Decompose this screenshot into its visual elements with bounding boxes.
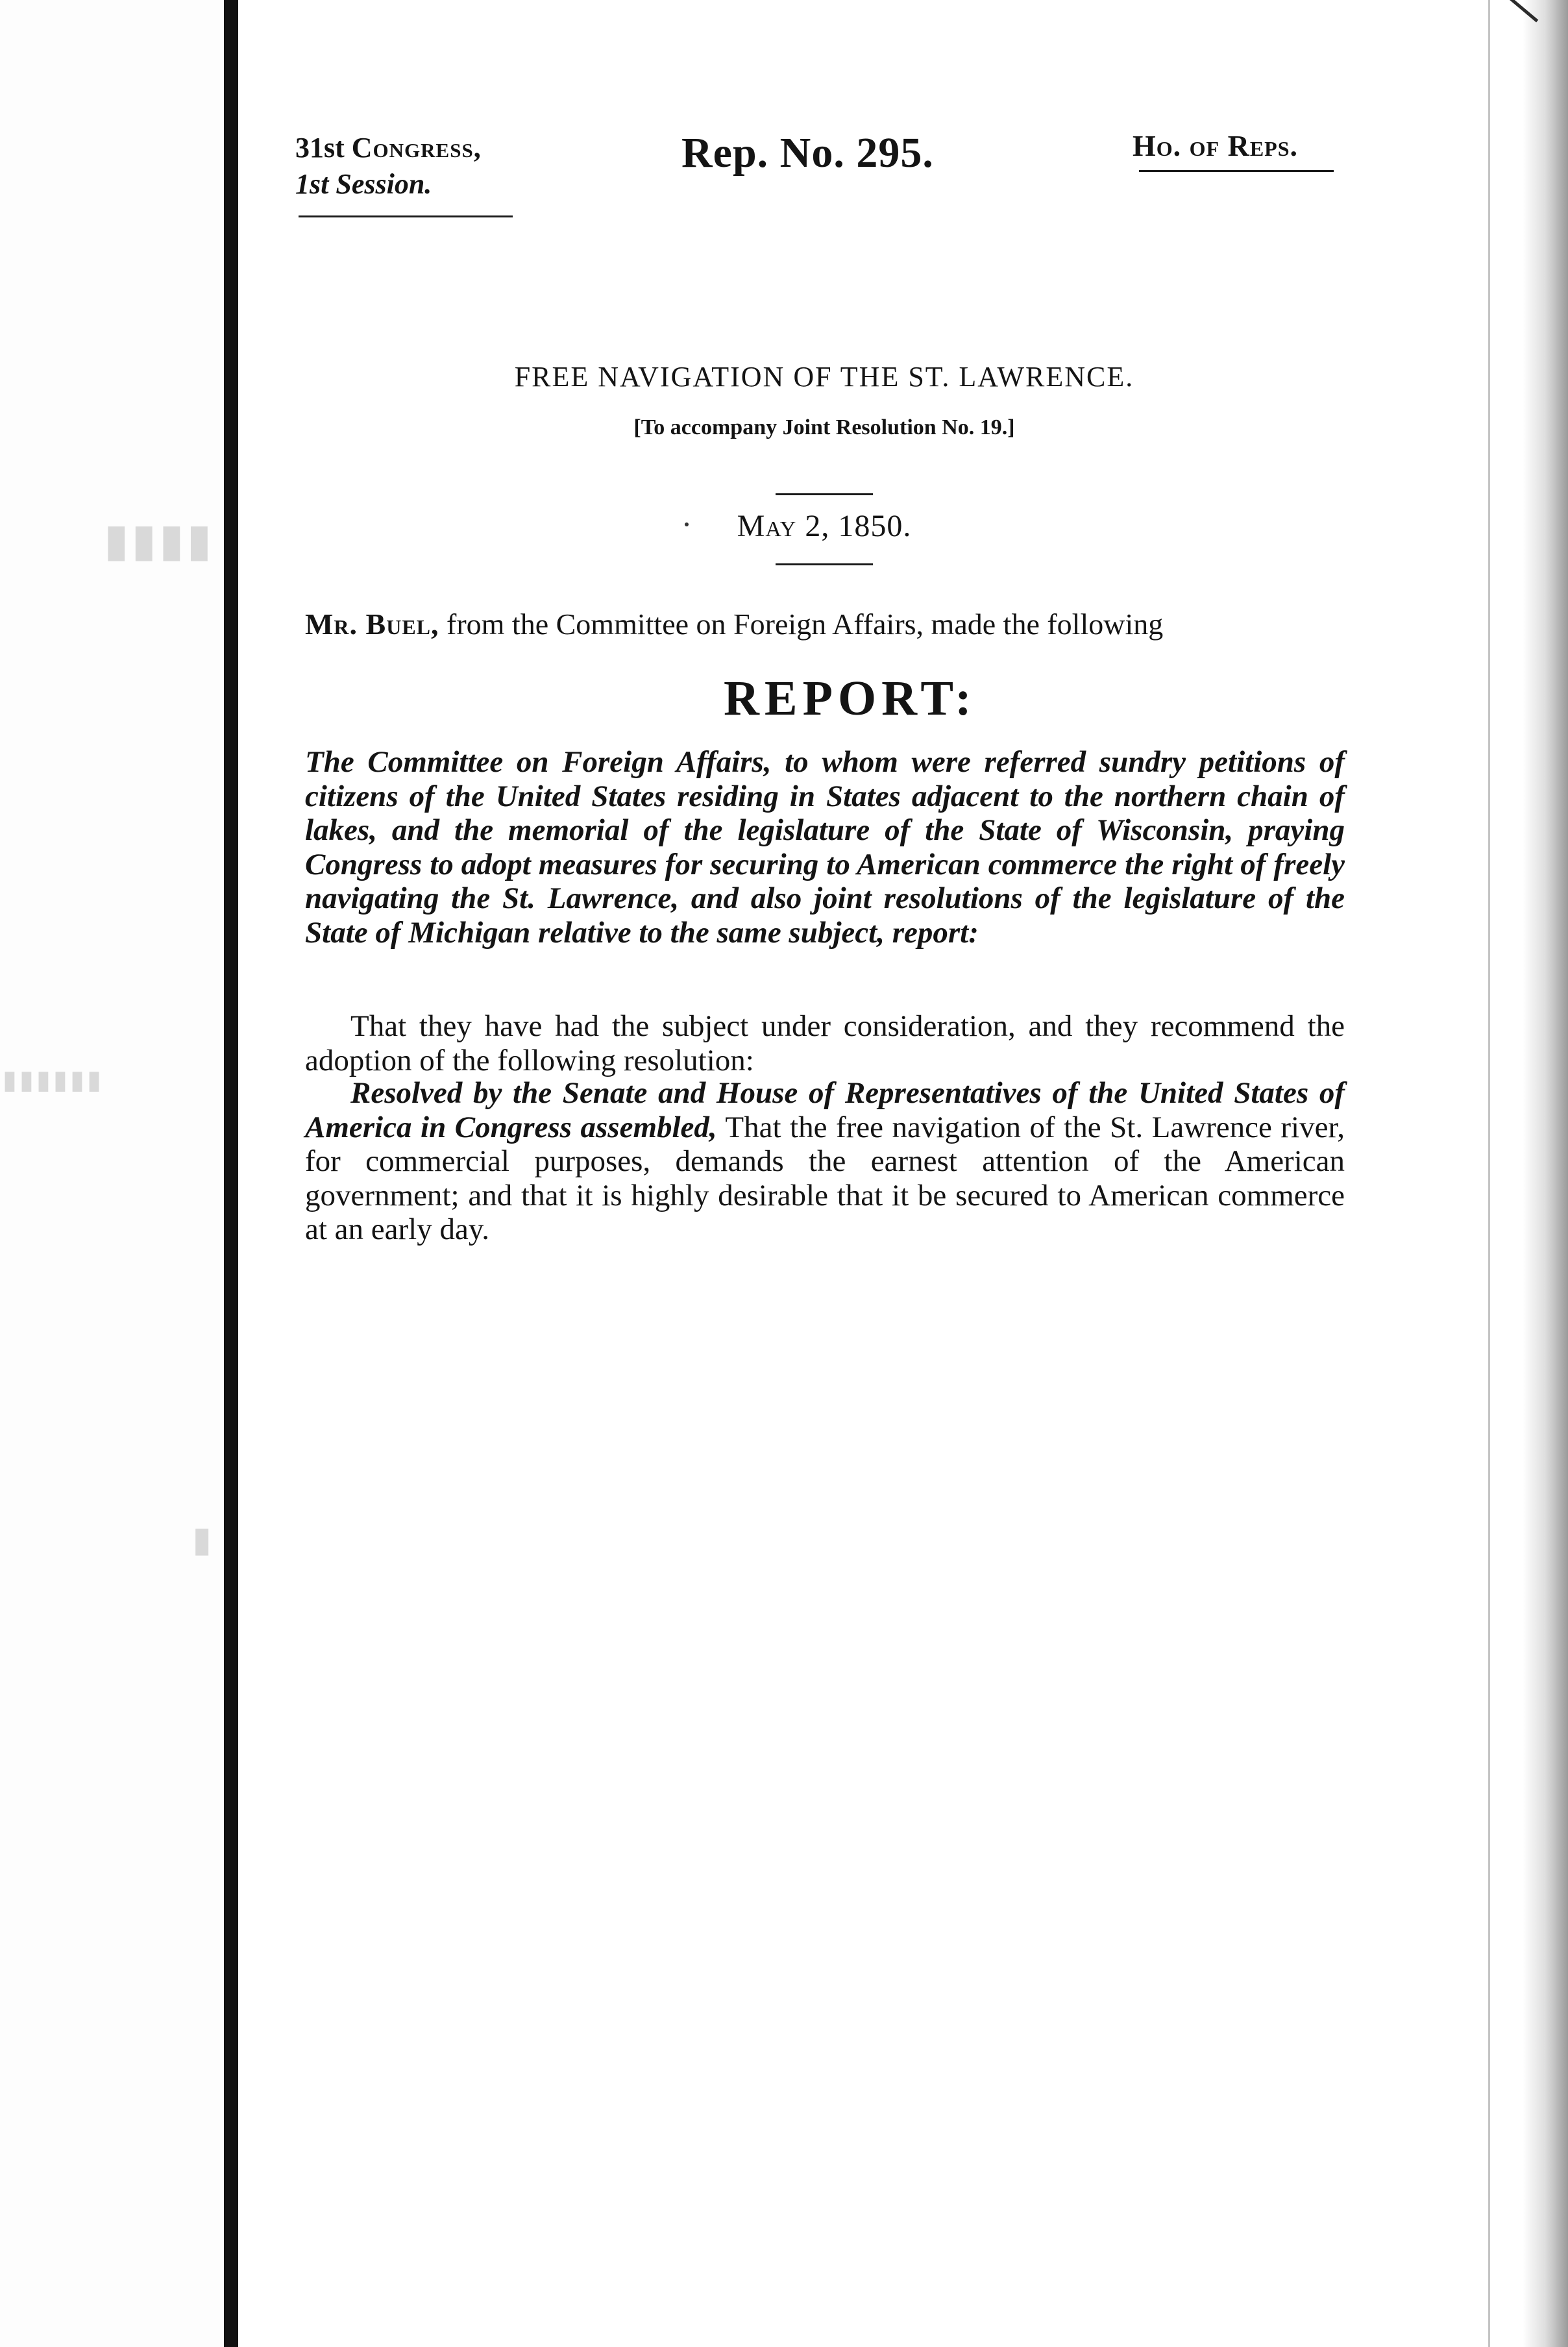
ink-speck [685, 522, 689, 526]
report-heading: REPORT: [724, 671, 977, 726]
binding-edge [224, 0, 238, 2347]
congress-word: Congress, [351, 132, 482, 164]
house-label: Ho. of Reps. [1133, 129, 1299, 162]
congress-session-block [295, 130, 529, 203]
speaker-name: Mr. Buel, [305, 608, 439, 641]
header-rule-right [1139, 170, 1334, 172]
session-line: 1st Session. [295, 168, 432, 200]
committee-preamble: The Committee on Foreign Affairs, to whom were referred sundry petitions of citizens of the United States residing in States adjacent to the northern chain of lakes, and the memorial of the legislature of the State of Wisconsin, praying Congress to adopt measures for securing to American commerce the right of freely navigating the St. Lawrence, and also joint resolutions of the legislature of the State of Michigan relative to the same subject, report: [305, 745, 1345, 950]
show-through-text: ▮▮▮▮▮▮ [0, 1065, 102, 1094]
left-page-margin [0, 0, 224, 2347]
report-number: Rep. No. 295. [681, 129, 934, 177]
show-through-text: ▮ [192, 1520, 214, 1559]
date-rule-bottom [776, 563, 873, 565]
date-rule-top [776, 493, 873, 495]
show-through-text: ▮▮▮▮ [103, 516, 214, 566]
enacting-clause: Resolved by the Senate and House of Representatives of the United States of America in Congress assembled, [305, 1076, 1345, 1144]
document-title: FREE NAVIGATION OF THE ST. LAWRENCE. [514, 361, 1134, 393]
presented-text: from the Committee on Foreign Affairs, made the following [439, 608, 1164, 641]
report-date: May 2, 1850. [737, 509, 912, 543]
document-subtitle: [To accompany Joint Resolution No. 19.] [633, 415, 1015, 439]
resolution-text: That the free navigation of the St. Lawrence river, for commercial purposes, demands the earnest attention of the American government; and that it is highly desirable that it be secured to American commerce at an early day. [305, 1110, 1345, 1246]
presented-line [305, 607, 1343, 641]
right-page-edge [1523, 0, 1568, 2347]
resolution-paragraph [305, 1076, 1345, 1247]
congress-line [295, 130, 529, 166]
header-rule-left [299, 215, 513, 217]
page-edge-line [1488, 0, 1490, 2347]
committee-conclusion: That they have had the subject under consideration, and they recommend the adoption of the following resolution: [305, 1009, 1345, 1077]
congress-number: 31st [295, 132, 345, 164]
